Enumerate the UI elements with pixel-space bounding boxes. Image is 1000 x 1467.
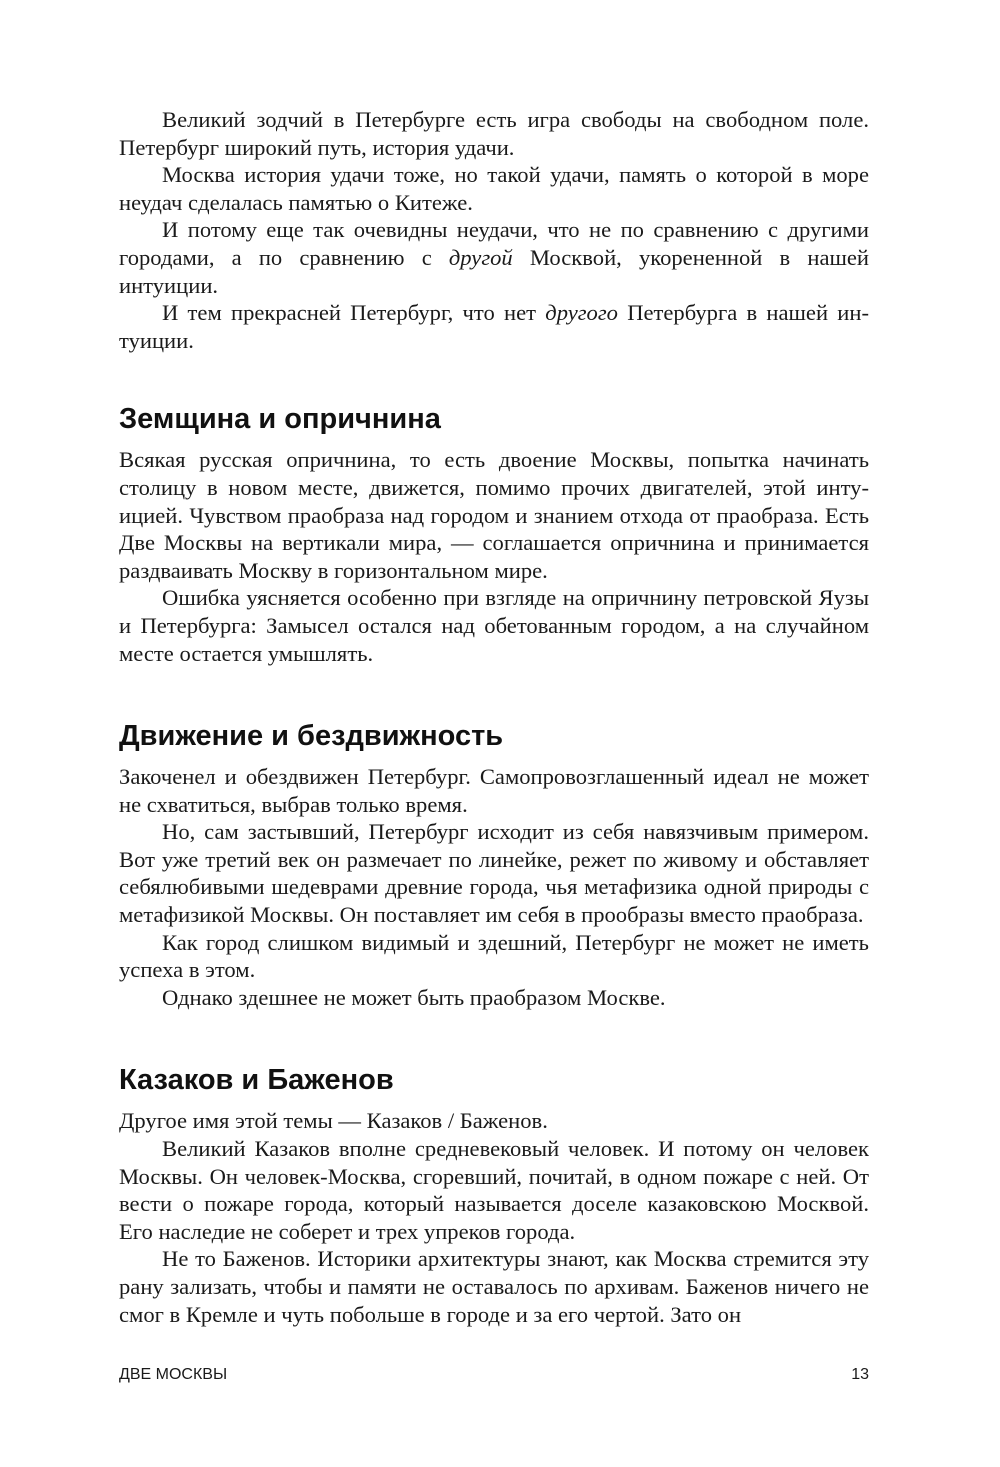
running-title: ДВЕ МОСКВЫ	[119, 1366, 228, 1383]
section-heading-kazakov: Казаков и Баженов	[119, 1064, 394, 1097]
section3-paragraph-2: Великий Казаков вполне средневековый человек. И потому он человек Москвы. Он человек-Москва, сгоревший, почитай, в одном пожаре с ней. От вести о пожаре города, который называется доселе казаковскою Москвой. Его наследие не соберет и трех упреков города.	[119, 1136, 869, 1244]
section3-paragraph-1: Другое имя этой темы — Казаков / Баженов.	[119, 1108, 548, 1134]
intro-paragraph-3-text-b: Москвой, укорененной в нашей интуиции.	[119, 244, 869, 298]
section2-paragraph-1: Закоченел и обездвижен Петербург. Самопровозглашенный идеал не может не схватиться, выбрав только время.	[119, 764, 869, 817]
intro-paragraph-4	[119, 299, 869, 354]
intro-paragraph-4-text-a: И тем прекрасней Петербург, что нет	[162, 300, 546, 326]
section2-paragraph-2: Но, сам застывший, Петербург исходит из себя навязчивым примером. Вот уже третий век он размечает по линейке, режет по живому и обставляет себялюбивыми шедеврами древние города, чья метафизика одной природы с метафизикой Москвы. Он поставляет им себя в прообразы вместо праобраза.	[119, 819, 869, 928]
intro-paragraph-1: Великий зодчий в Петербурге есть игра свободы на свободном поле. Петербург широкий путь, история удачи.	[119, 107, 869, 160]
page-body	[119, 106, 869, 1328]
section1-paragraph-1: Всякая русская опричнина, то есть двоение Москвы, попытка начинать столицу в новом месте, движется, помимо прочих двигателей, этой интуицией. Чувством праобраза над городом и знанием отхода от праобраза. Есть Две Москвы на вертикали мира, — соглашается опричнина и принимается раздваивать Москву в горизонтальном мире.	[119, 447, 869, 583]
section-heading-zemshchina: Земщина и опричнина	[119, 403, 441, 436]
section3-paragraph-3: Не то Баженов. Историки архитектуры знают, как Москва стремится эту рану зализать, чтобы и памяти не оставалось по архивам. Баженов ничего не смог в Кремле и чуть побольше в городе и за его чертой. Зато он	[119, 1246, 869, 1327]
page-number: 13	[851, 1366, 869, 1383]
section2-paragraph-4: Однако здешнее не может быть праобразом Москве.	[162, 984, 666, 1010]
intro-paragraph-3	[119, 216, 869, 299]
section-heading-dvizhenie: Движение и бездвижность	[119, 720, 504, 753]
intro-paragraph-3-emphasis: другой	[448, 244, 513, 270]
intro-paragraph-2: Москва история удачи тоже, но такой удачи, память о которой в море неудач сделалась памятью о Китеже.	[119, 162, 869, 215]
intro-paragraph-4-emphasis: другого	[545, 300, 618, 326]
section1-paragraph-2: Ошибка уясняется особенно при взгляде на опричнину петровской Яузы и Петербурга: Замысел остался над обетованным городом, а на случайном месте остается умышлять.	[119, 585, 869, 666]
intro-paragraph-3-text-a: И потому еще так очевидны неудачи, что не по сравнению с другими городами, а по сравнению с	[119, 217, 869, 270]
section2-paragraph-3: Как город слишком видимый и здешний, Петербург не может не иметь успеха в этом.	[119, 929, 869, 983]
intro-paragraph-4-text-b: Петербурга в нашей интуиции.	[119, 300, 869, 353]
